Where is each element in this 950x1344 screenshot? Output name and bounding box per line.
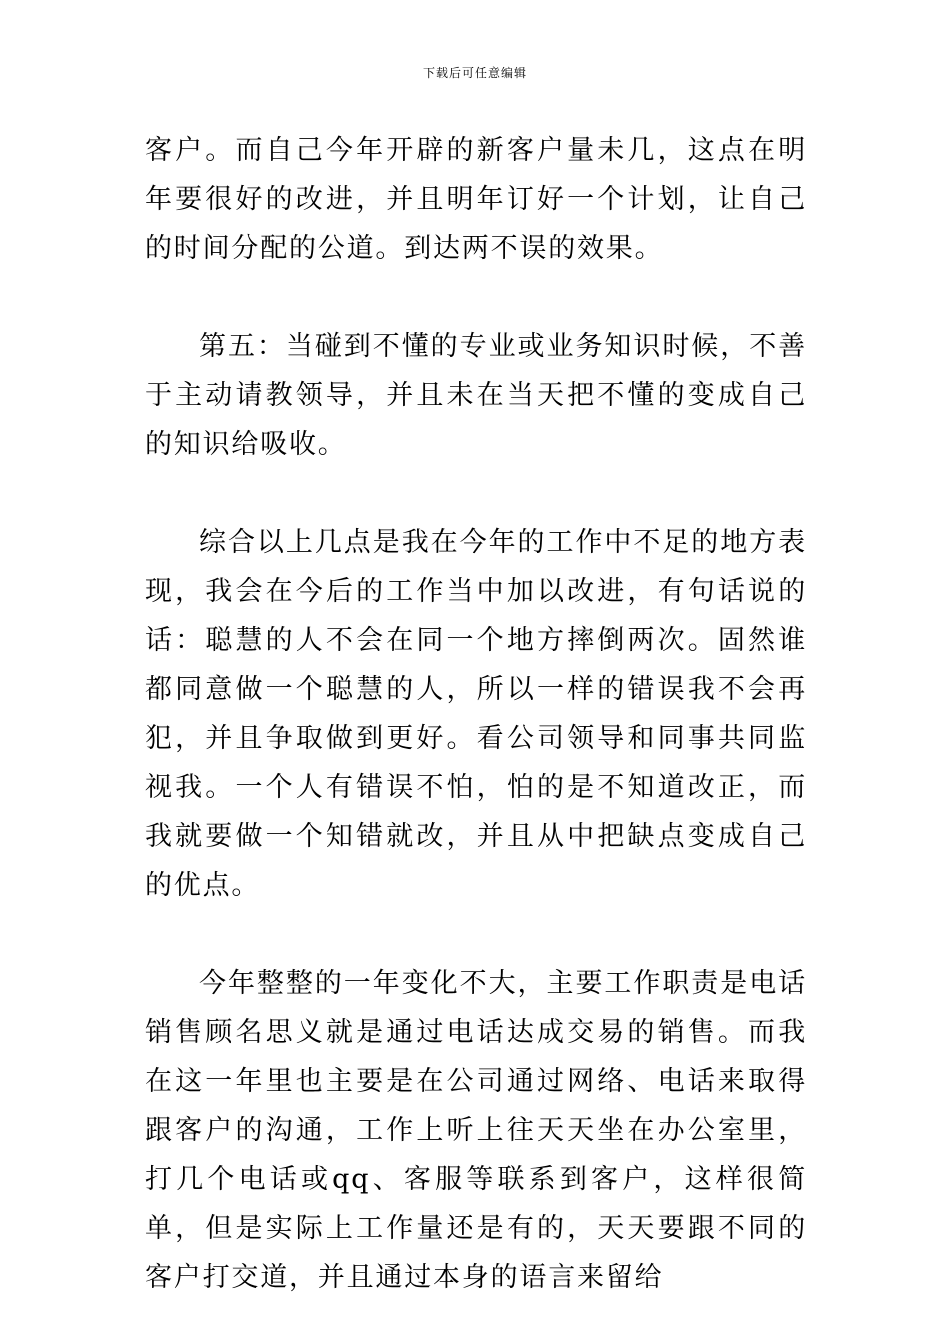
paragraph-2: 第五：当碰到不懂的专业或业务知识时候，不善于主动请教领导，并且未在当天把不懂的变成自己的知识给吸收。 <box>145 331 807 460</box>
document-body <box>145 126 807 1302</box>
page-header: 下载后可任意编辑 <box>422 66 527 80</box>
paragraph-3: 综合以上几点是我在今年的工作中不足的地方表现，我会在今后的工作当中加以改进，有句话说的话：聪慧的人不会在同一个地方摔倒两次。固然谁都同意做一个聪慧的人，所以一样的错误我不会再犯，并且争取做到更好。看公司领导和同事共同监视我。一个人有错误不怕，怕的是不知道改正，而我就要做一个知错就改，并且从中把缺点变成自己的优点。 <box>145 527 807 901</box>
paragraph-4: 今年整整的一年变化不大，主要工作职责是电话销售顾名思义就是通过电话达成交易的销售。而我在这一年里也主要是在公司通过网络、电话来取得跟客户的沟通，工作上听上往天天坐在办公室里，打几个电话或qq、客服等联系到客户，这样很简单，但是实际上工作量还是有的，天天要跟不同的客户打交道，并且通过本身的语言来留给 <box>145 968 807 1293</box>
paragraph-1: 客户。而自己今年开辟的新客户量未几，这点在明年要很好的改进，并且明年订好一个计划，让自己的时间分配的公道。到达两不误的效果。 <box>145 135 807 264</box>
